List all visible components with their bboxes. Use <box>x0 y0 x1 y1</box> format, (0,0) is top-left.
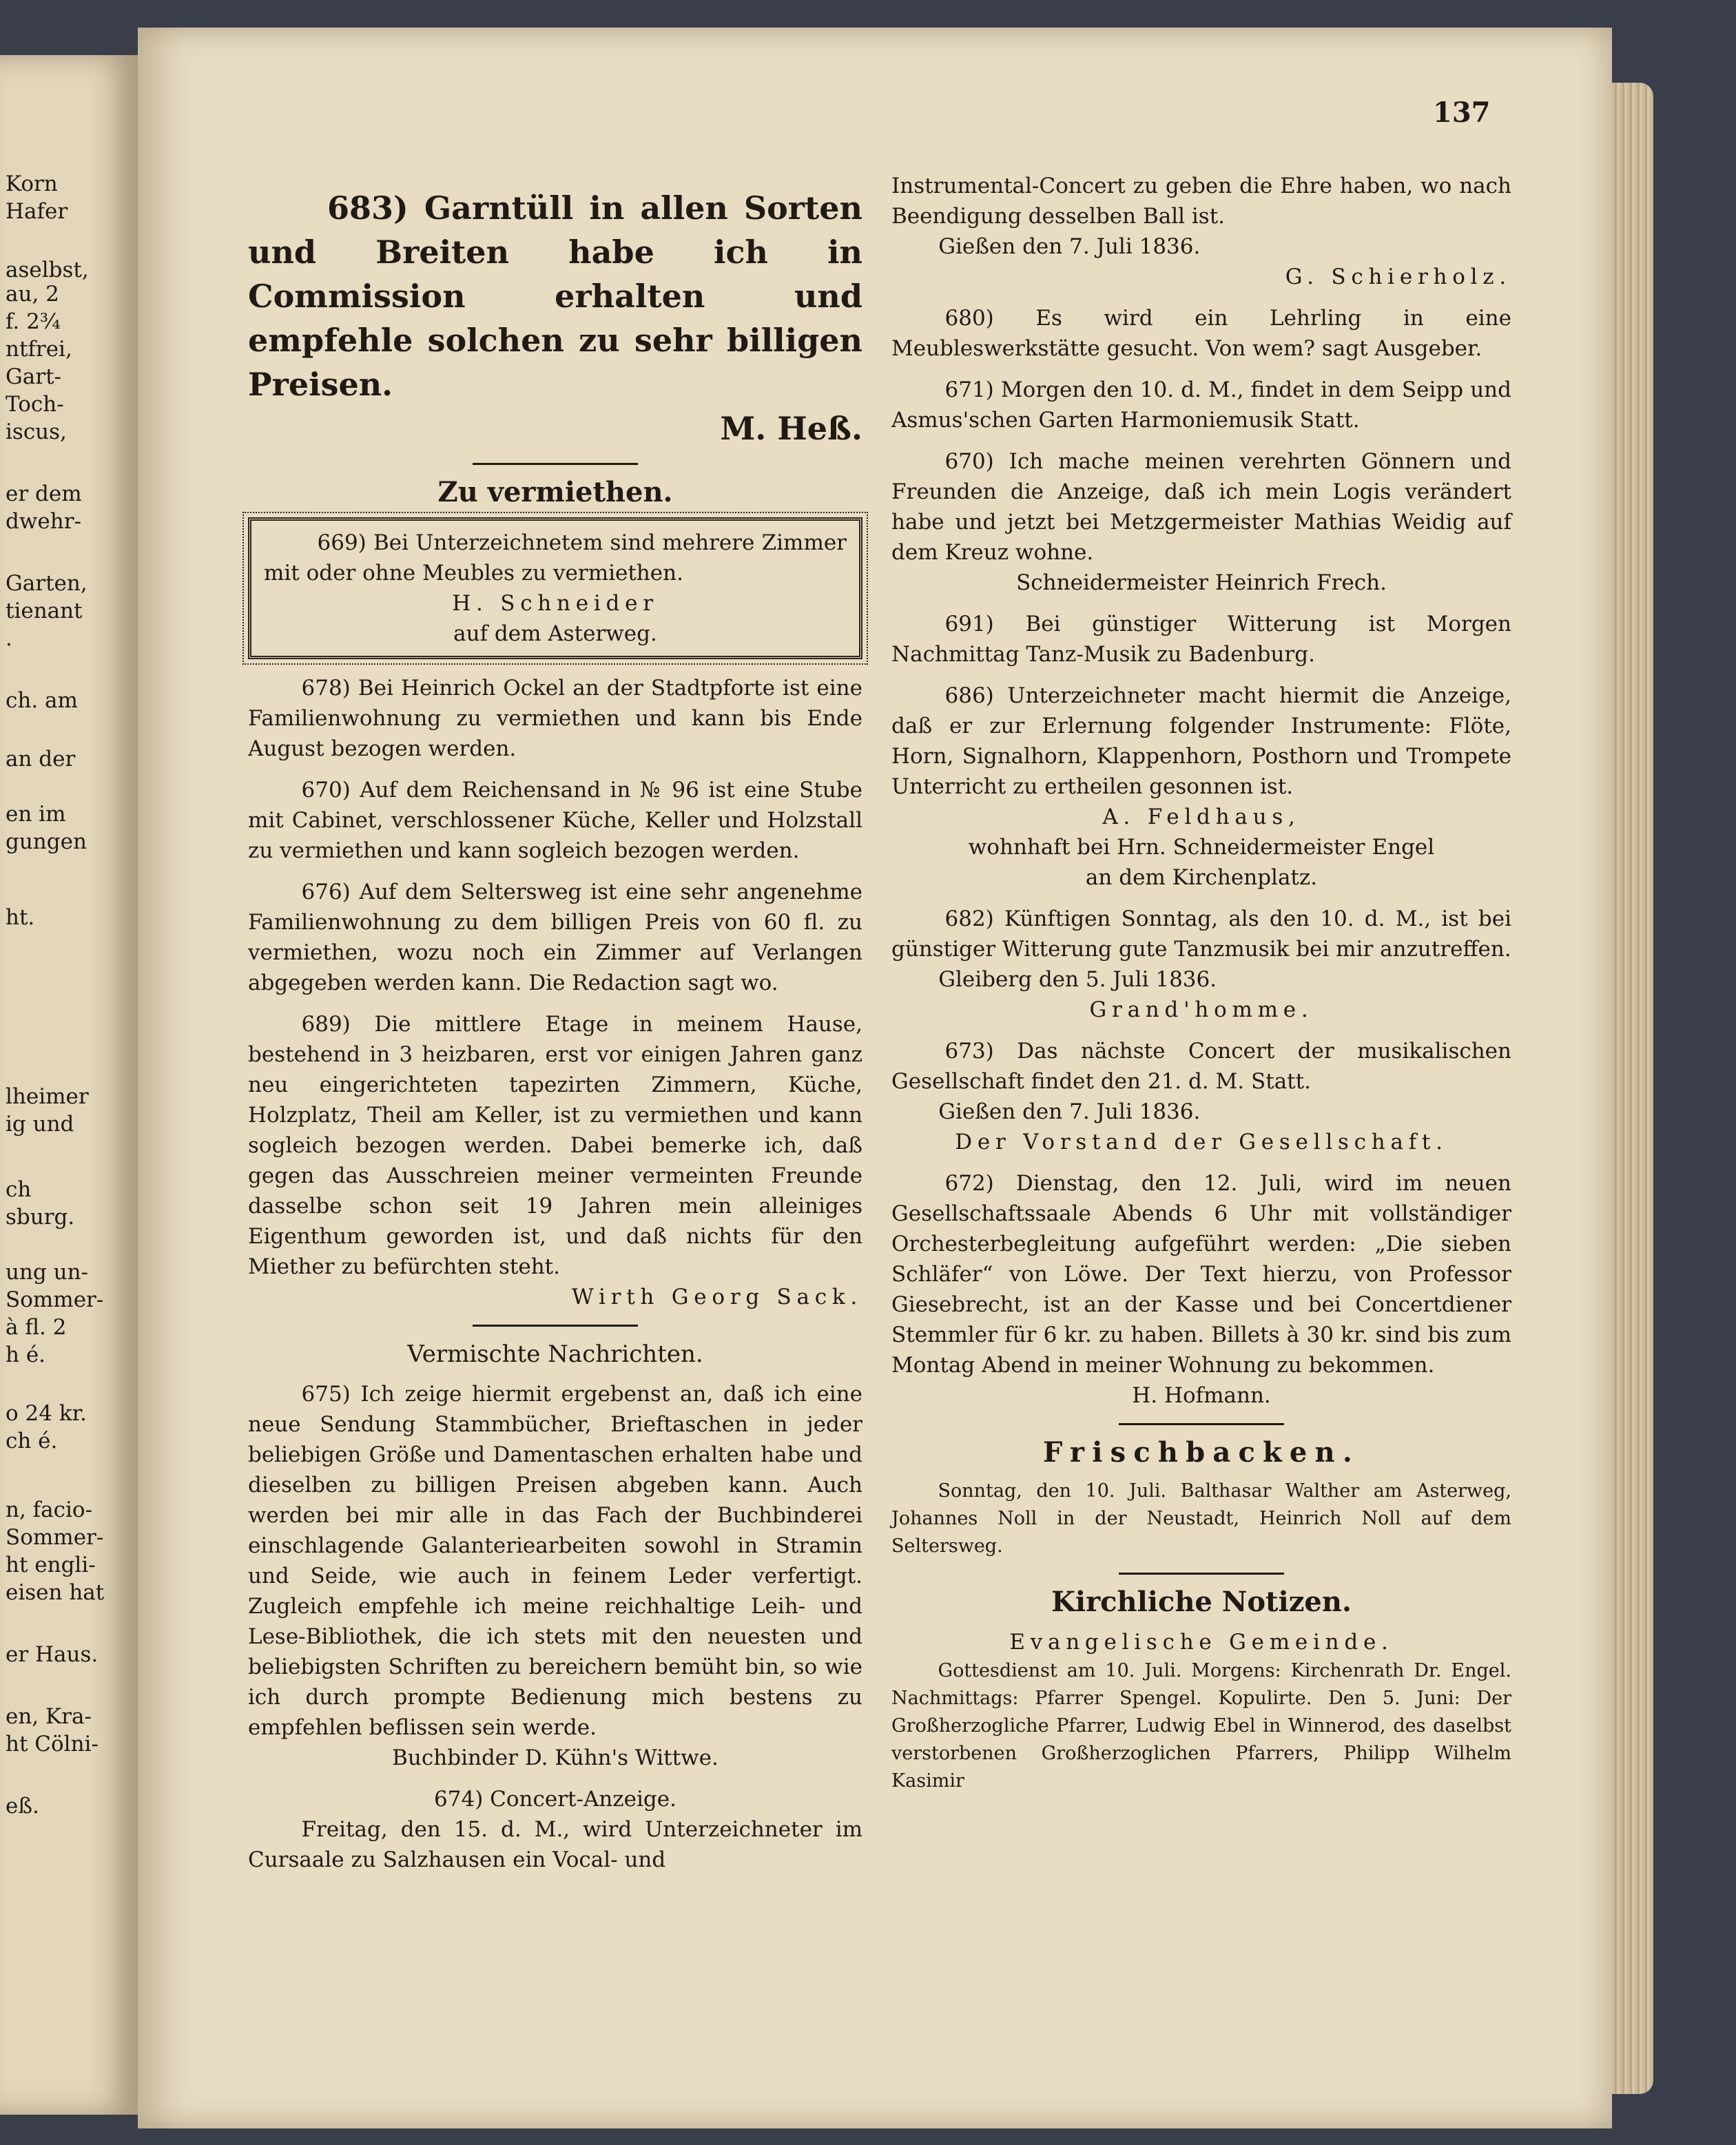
facing-page-fragment: Sommer- <box>6 1525 104 1550</box>
ad-682: 682) Künftigen Sonntag, als den 10. d. M., ist bei günstiger Witterung gute Tanzmusik bei mir anzutreffen. Gleiberg den 5. Juli 1836. Grand'homme. <box>891 906 1511 1022</box>
facing-page-fragment: Korn <box>6 172 58 196</box>
ad-678: 678) Bei Heinrich Ockel an der Stadtpforte ist eine Familienwohnung zu vermiethen und kann bis Ende August bezogen werden. <box>248 676 862 761</box>
facing-page-fragment: gungen <box>6 829 87 854</box>
facing-page-fragment: eisen hat <box>6 1580 105 1605</box>
facing-page-fragment: iscus, <box>6 419 67 444</box>
facing-page-fragment: ch. am <box>6 688 78 713</box>
facing-page-fragment: ntfrei, <box>6 337 72 362</box>
ad-674: Freitag, den 15. d. M., wird Unterzeichneter im Cursaale zu Salzhausen ein Vocal- und <box>248 1817 862 1872</box>
left-column <box>248 186 862 1886</box>
ad-673: 673) Das nächste Concert der musikalischen Gesellschaft findet den 21. d. M. Statt. Gießen den 7. Juli 1836. Der Vorstand der Gesellschaft. <box>891 1039 1511 1154</box>
facing-page-fragment: Sommer- <box>6 1287 104 1312</box>
ad-669: 669) Bei Unterzeichnetem sind mehrere Zimmer mit oder ohne Meubles zu vermiethen. H. Schneider auf dem Asterweg. <box>248 517 862 659</box>
right-column <box>891 171 1511 1806</box>
facing-page-fragment: à fl. 2 <box>6 1315 67 1340</box>
facing-page-fragment: Garten, <box>6 571 87 596</box>
bake-list: Sonntag, den 10. Juli. Balthasar Walther am Asterweg, Johannes Noll in der Neustadt, Heinrich Noll auf dem Seltersweg. <box>891 1480 1511 1557</box>
facing-page-fragment: dwehr- <box>6 509 81 534</box>
ad-675: 675) Ich zeige hiermit ergebenst an, daß ich eine neue Sendung Stammbücher, Brieftaschen in jeder beliebigen Größe und Damentaschen erhalten habe und dieselben zu billigen Preisen abgeben kann. Auch werden bei mir alle in das Fach der Buchbinderei einschlagende Galanteriearbeiten sowohl in Stramin und Seide, wie auch in feinem Leder verfertigt. Zugleich empfehle ich meine reichhaltige Leih- und Lese-Bibliothek, die ich stets mit den neuesten und beliebigsten Schriften zu bereichern bemüht bin, so wie ich durch prompte Bedienung mich bestens zu empfehlen beflissen sein werde. Buchbinder D. Kühn's Wittwe. <box>248 1382 862 1770</box>
ad-671: 671) Morgen den 10. d. M., findet in dem Seipp und Asmus'schen Garten Harmoniemusik Statt. <box>891 377 1511 433</box>
facing-page-fragment: ch é. <box>6 1429 58 1453</box>
facing-page-fragment: er dem <box>6 481 82 506</box>
divider <box>473 1325 638 1327</box>
ad-676: 676) Auf dem Seltersweg ist eine sehr angenehme Familienwohnung zu dem billigen Preis von 60 fl. zu vermiethen, wozu noch ein Zimmer auf Verlangen abgegeben werden kann. Die Redaction sagt wo. <box>248 880 862 995</box>
facing-page-fragment: ht Cölni- <box>6 1732 99 1757</box>
heading-church: Kirchliche Notizen. <box>1051 1586 1352 1618</box>
facing-page-fragment: ung un- <box>6 1260 89 1285</box>
facing-page-fragment: er Haus. <box>6 1642 99 1667</box>
church-subheading: Evangelische Gemeinde. <box>1009 1630 1394 1655</box>
facing-page-fragment: o 24 kr. <box>6 1401 87 1426</box>
facing-page <box>0 55 138 2115</box>
facing-page-fragment: Gart- <box>6 364 61 389</box>
facing-page-fragment: ch <box>6 1177 32 1202</box>
church-notes: Gottesdienst am 10. Juli. Morgens: Kirchenrath Dr. Engel. Nachmittags: Pfarrer Spengel. Kopulirte. Den 5. Juni: Der Großherzogliche Pfarrer, Ludwig Ebel in Winnerod, des daselbst verstorbenen Großherzoglichen Pfarrers, Philipp Wilhelm Kasimir <box>891 1660 1511 1792</box>
page-edges <box>1612 83 1653 2094</box>
ad-683-signature: M. Heß. <box>720 410 862 447</box>
facing-page-fragment: . <box>6 626 12 651</box>
facing-page-fragment: sburg. <box>6 1205 75 1230</box>
divider <box>1119 1423 1284 1425</box>
facing-page-fragment: en, Kra- <box>6 1704 92 1729</box>
facing-page-fragment: Toch- <box>6 392 64 417</box>
facing-page-fragment: eß. <box>6 1794 39 1818</box>
facing-page-fragment: ht engli- <box>6 1553 96 1577</box>
facing-page-fragment: h é. <box>6 1343 46 1367</box>
ad-691: 691) Bei günstiger Witterung ist Morgen Nachmittag Tanz-Musik zu Badenburg. <box>891 612 1511 667</box>
ad-670a: 670) Auf dem Reichensand in № 96 ist eine Stube mit Cabinet, verschlossener Küche, Keller und Holzstall zu vermiethen und kann sogleich bezogen werden. <box>248 778 862 863</box>
ad-680: 680) Es wird ein Lehrling in eine Meubleswerkstätte gesucht. Von wem? sagt Ausgeber. <box>891 306 1511 361</box>
ad-670b: 670) Ich mache meinen verehrten Gönnern und Freunden die Anzeige, daß ich mein Logis verändert habe und jetzt bei Metzgermeister Mathias Weidig auf dem Kreuz wohne. Schneidermeister Heinrich Frech. <box>891 449 1511 595</box>
facing-page-fragment: en im <box>6 802 66 827</box>
facing-page-fragment: aselbst, <box>6 258 89 282</box>
facing-page-fragment: ig und <box>6 1112 74 1137</box>
facing-page-fragment: Hafer <box>6 199 68 224</box>
ad-686: 686) Unterzeichneter macht hiermit die Anzeige, daß er zur Erlernung folgender Instrumente: Flöte, Horn, Signalhorn, Klappenhorn, Posthorn und Trompete Unterricht zu ertheilen gesonnen ist. A. Feldhaus, wohnhaft bei Hrn. Schneidermeister Engel an dem Kirchenplatz. <box>891 683 1511 890</box>
ad-683: 683) Garntüll in allen Sorten und Breiten habe ich in Commission erhalten und empfehle solchen zu sehr billigen Preisen. M. Heß. <box>248 186 862 450</box>
page-number: 137 <box>1433 96 1491 129</box>
facing-page-fragment: tienant <box>6 599 83 623</box>
ad-672: 672) Dienstag, den 12. Juli, wird im neuen Gesellschaftssaale Abends 6 Uhr mit vollständiger Orchesterbegleitung aufgeführt werden: „Die sieben Schläfer“ von Löwe. Der Text hierzu, von Professor Giesebrecht, ist an der Kasse und bei Concertdiener Stemmler für 6 kr. zu haben. Billets à 30 kr. sind bis zum Montag Abend in meiner Wohnung zu bekommen. H. Hofmann. <box>891 1171 1511 1408</box>
heading-rent: Zu vermiethen. <box>437 476 673 508</box>
facing-page-fragment: an der <box>6 747 76 771</box>
divider <box>1119 1573 1284 1575</box>
facing-page-fragment: f. 2¾ <box>6 309 61 334</box>
ad-689: 689) Die mittlere Etage in meinem Hause, bestehend in 3 heizbaren, erst vor einigen Jahren ganz neu eingerichteten tapezirten Zimmern, Küche, Holzplatz, Theil am Keller, ist zu vermiethen und kann sogleich bezogen werden. Dabei bemerke ich, daß gegen das Ausschreien meiner vermeinten Freunde dasselbe schon seit 19 Jahren mein alleiniges Eigenthum geworden ist, und daß nichts für den Miether zu befürchten steht. Wirth Georg Sack. <box>248 1012 862 1309</box>
heading-misc: Vermischte Nachrichten. <box>407 1340 703 1368</box>
facing-page-fragment: lheimer <box>6 1084 89 1109</box>
facing-page-fragment: n, facio- <box>6 1498 93 1522</box>
ad-674-continued: Instrumental-Concert zu geben die Ehre haben, wo nach Beendigung desselben Ball ist. Gießen den 7. Juli 1836. G. Schierholz. <box>891 174 1511 289</box>
facing-page-fragment: ht. <box>6 905 35 930</box>
divider <box>473 463 638 465</box>
heading-bake: Frischbacken. <box>1043 1436 1360 1469</box>
facing-page-fragment: au, 2 <box>6 282 59 307</box>
newspaper-page <box>138 28 1612 2128</box>
ad-674-title: 674) Concert-Anzeige. <box>434 1787 676 1812</box>
